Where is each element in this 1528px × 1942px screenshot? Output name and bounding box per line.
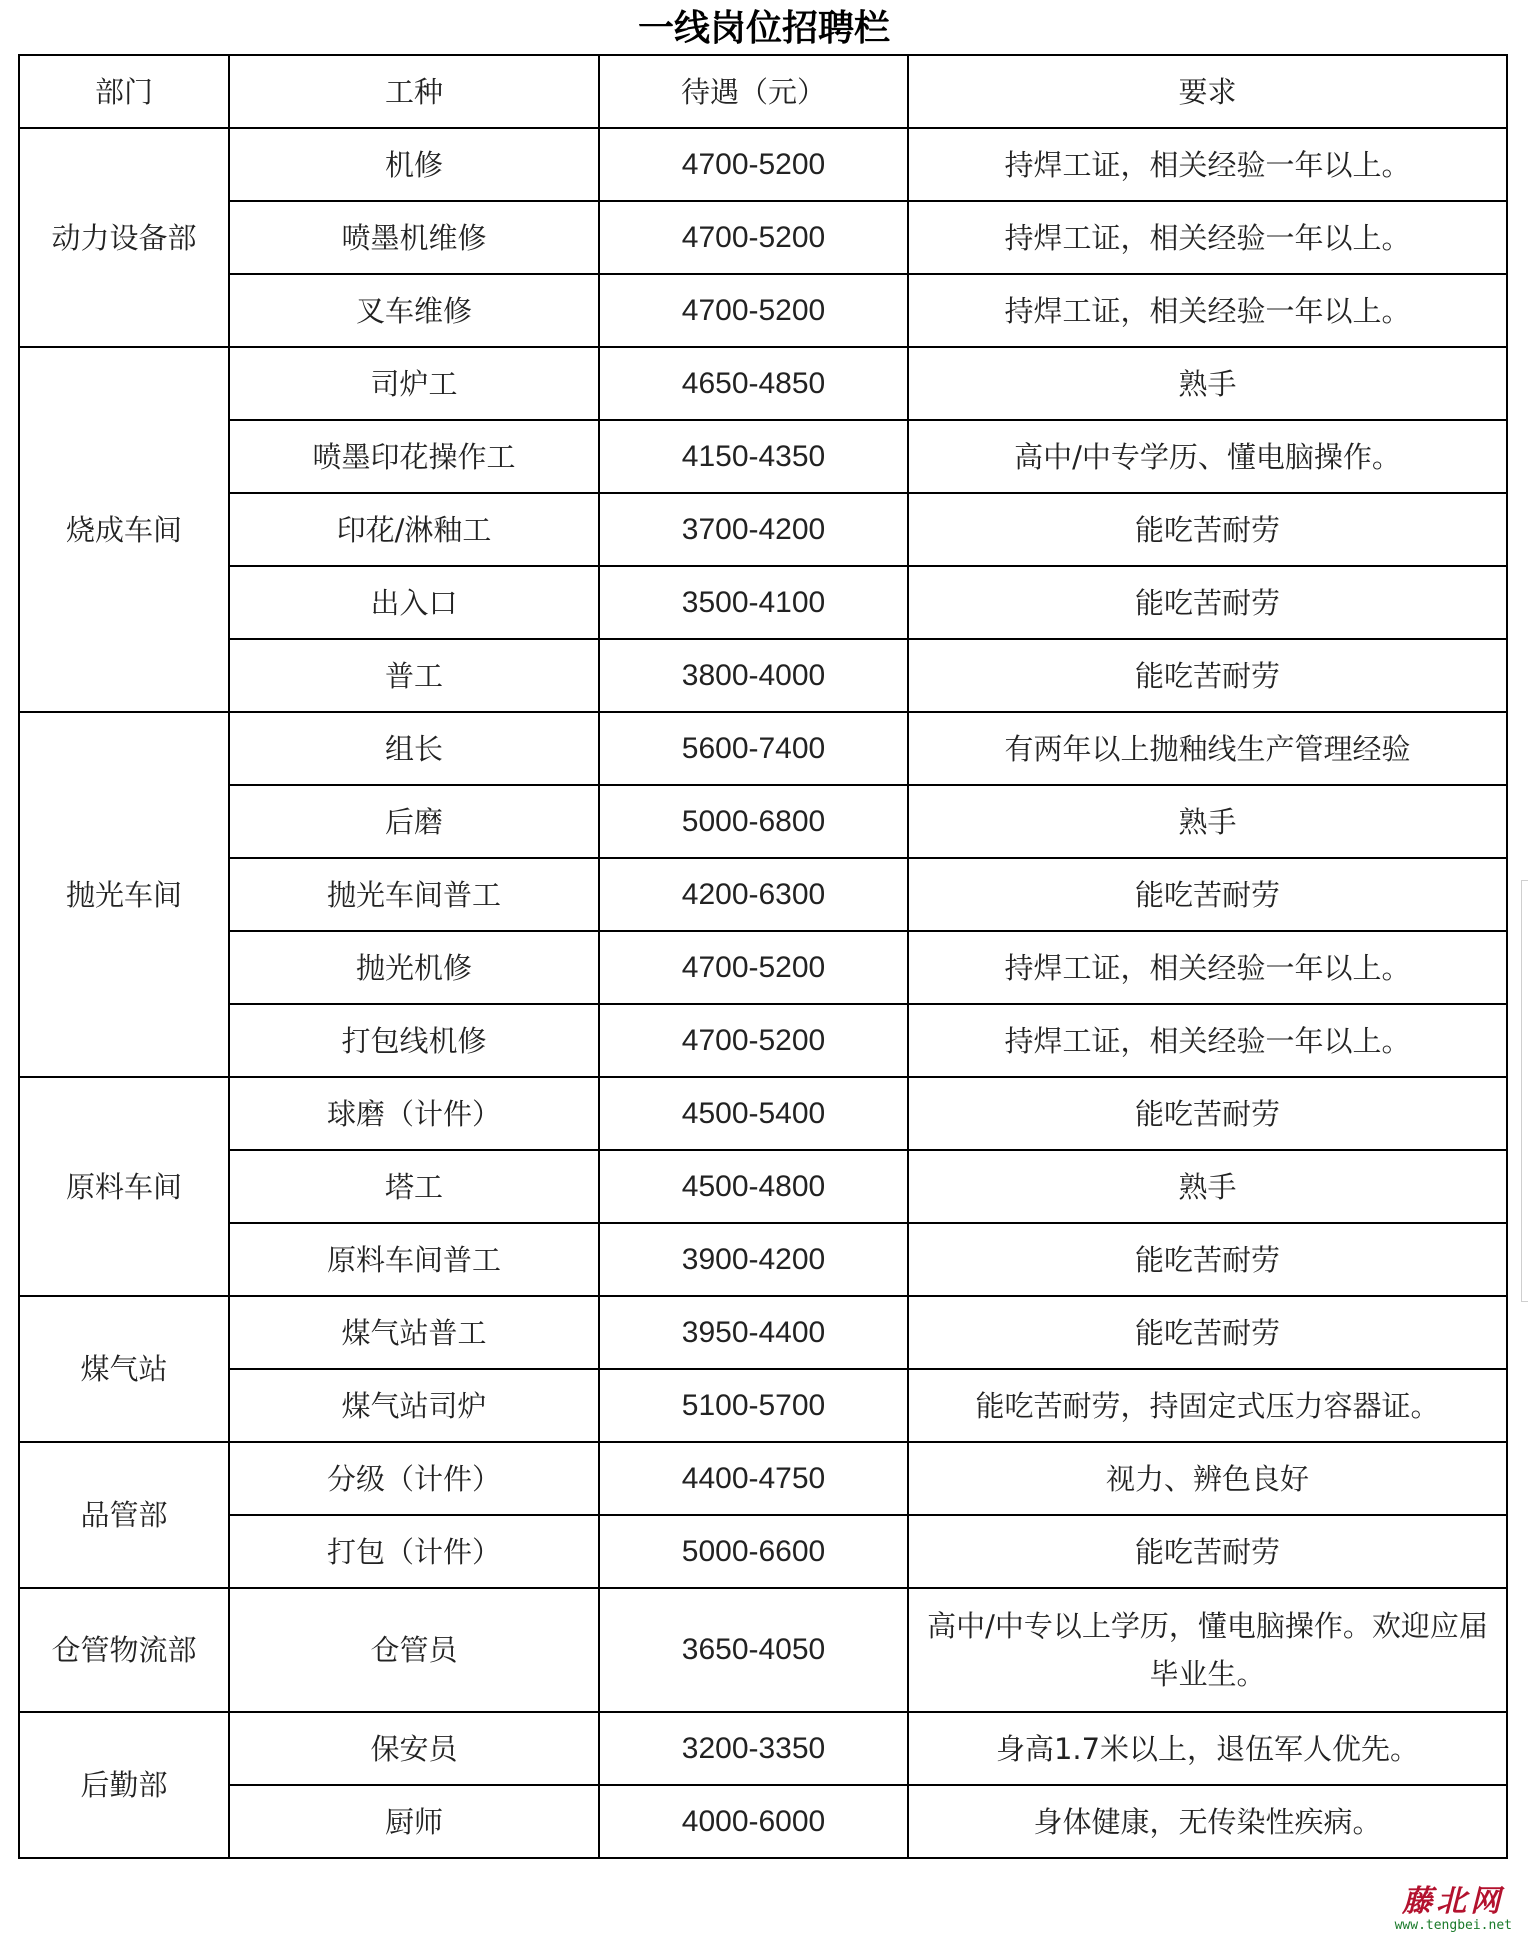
requirement-cell: 能吃苦耐劳: [908, 1515, 1507, 1588]
department-cell: 抛光车间: [19, 712, 229, 1077]
requirement-cell: 身高1.7米以上，退伍军人优先。: [908, 1712, 1507, 1785]
job-cell: 组长: [229, 712, 599, 785]
department-cell: 品管部: [19, 1442, 229, 1588]
job-cell: 打包（计件）: [229, 1515, 599, 1588]
header-job-type: 工种: [229, 55, 599, 128]
header-salary: 待遇（元）: [599, 55, 908, 128]
job-cell: 喷墨机维修: [229, 201, 599, 274]
requirement-cell: 能吃苦耐劳: [908, 639, 1507, 712]
watermark-logo: 藤北网: [1402, 1884, 1505, 1919]
department-cell: 烧成车间: [19, 347, 229, 712]
table-header-row: [19, 55, 1507, 128]
table-row: [19, 566, 1507, 639]
requirement-cell: 高中/中专学历、懂电脑操作。: [908, 420, 1507, 493]
salary-cell: 4000-6000: [599, 1785, 908, 1858]
job-cell: 煤气站司炉: [229, 1369, 599, 1442]
salary-cell: 4700-5200: [599, 931, 908, 1004]
table-row: [19, 639, 1507, 712]
table-row: [19, 1442, 1507, 1515]
requirement-cell: 能吃苦耐劳: [908, 1077, 1507, 1150]
job-cell: 厨师: [229, 1785, 599, 1858]
salary-cell: 4500-4800: [599, 1150, 908, 1223]
table-row: [19, 420, 1507, 493]
table-row: [19, 274, 1507, 347]
requirement-cell: 持焊工证，相关经验一年以上。: [908, 1004, 1507, 1077]
table-row: [19, 493, 1507, 566]
page-title: 一线岗位招聘栏: [637, 8, 890, 49]
requirement-cell: 持焊工证，相关经验一年以上。: [908, 931, 1507, 1004]
job-cell: 塔工: [229, 1150, 599, 1223]
table-row: [19, 1004, 1507, 1077]
table-row: [19, 347, 1507, 420]
requirement-cell: 熟手: [908, 785, 1507, 858]
salary-cell: 4700-5200: [599, 274, 908, 347]
department-cell: 后勤部: [19, 1712, 229, 1858]
salary-cell: 5000-6600: [599, 1515, 908, 1588]
job-cell: 球磨（计件）: [229, 1077, 599, 1150]
table-row: [19, 1150, 1507, 1223]
requirement-cell: 有两年以上抛釉线生产管理经验: [908, 712, 1507, 785]
table-row: [19, 1515, 1507, 1588]
salary-cell: 3900-4200: [599, 1223, 908, 1296]
job-cell: 煤气站普工: [229, 1296, 599, 1369]
salary-cell: 4500-5400: [599, 1077, 908, 1150]
department-cell: 煤气站: [19, 1296, 229, 1442]
scrollbar-edge: [1521, 880, 1528, 1302]
header-department: 部门: [19, 55, 229, 128]
table-row: [19, 712, 1507, 785]
salary-cell: 5100-5700: [599, 1369, 908, 1442]
table-row: [19, 931, 1507, 1004]
job-cell: 打包线机修: [229, 1004, 599, 1077]
salary-cell: 4700-5200: [599, 1004, 908, 1077]
table-row: [19, 1369, 1507, 1442]
salary-cell: 3800-4000: [599, 639, 908, 712]
table-row: [19, 1712, 1507, 1785]
table-row: [19, 128, 1507, 201]
job-cell: 机修: [229, 128, 599, 201]
requirement-cell: 能吃苦耐劳: [908, 493, 1507, 566]
salary-cell: 3500-4100: [599, 566, 908, 639]
job-cell: 抛光车间普工: [229, 858, 599, 931]
requirement-cell: 高中/中专以上学历，懂电脑操作。欢迎应届毕业生。: [908, 1588, 1507, 1712]
job-cell: 叉车维修: [229, 274, 599, 347]
table-body: [19, 128, 1507, 1858]
job-cell: 原料车间普工: [229, 1223, 599, 1296]
table-row: [19, 785, 1507, 858]
job-cell: 保安员: [229, 1712, 599, 1785]
requirement-cell: 熟手: [908, 347, 1507, 420]
requirement-cell: 熟手: [908, 1150, 1507, 1223]
watermark: [1395, 1886, 1512, 1934]
table-row: [19, 201, 1507, 274]
job-cell: 司炉工: [229, 347, 599, 420]
table-row: [19, 1077, 1507, 1150]
job-cell: 喷墨印花操作工: [229, 420, 599, 493]
requirement-cell: 能吃苦耐劳: [908, 858, 1507, 931]
table-row: [19, 858, 1507, 931]
salary-cell: 3950-4400: [599, 1296, 908, 1369]
requirement-cell: 持焊工证，相关经验一年以上。: [908, 201, 1507, 274]
salary-cell: 3700-4200: [599, 493, 908, 566]
requirement-cell: 能吃苦耐劳: [908, 566, 1507, 639]
salary-cell: 3200-3350: [599, 1712, 908, 1785]
job-cell: 普工: [229, 639, 599, 712]
table-row: [19, 1223, 1507, 1296]
requirement-cell: 持焊工证，相关经验一年以上。: [908, 128, 1507, 201]
requirement-cell: 视力、辨色良好: [908, 1442, 1507, 1515]
recruitment-table: [18, 54, 1508, 1859]
salary-cell: 4200-6300: [599, 858, 908, 931]
table-row: [19, 1296, 1507, 1369]
job-cell: 后磨: [229, 785, 599, 858]
salary-cell: 4400-4750: [599, 1442, 908, 1515]
department-cell: 原料车间: [19, 1077, 229, 1296]
requirement-cell: 能吃苦耐劳: [908, 1296, 1507, 1369]
job-cell: 出入口: [229, 566, 599, 639]
watermark-url: www.tengbei.net: [1394, 1918, 1512, 1933]
table-row: [19, 1785, 1507, 1858]
requirement-cell: 能吃苦耐劳: [908, 1223, 1507, 1296]
requirement-cell: 持焊工证，相关经验一年以上。: [908, 274, 1507, 347]
job-cell: 仓管员: [229, 1588, 599, 1712]
header-requirements: 要求: [908, 55, 1507, 128]
salary-cell: 4150-4350: [599, 420, 908, 493]
salary-cell: 4650-4850: [599, 347, 908, 420]
requirement-cell: 身体健康，无传染性疾病。: [908, 1785, 1507, 1858]
department-cell: 仓管物流部: [19, 1588, 229, 1712]
job-cell: 抛光机修: [229, 931, 599, 1004]
salary-cell: 4700-5200: [599, 128, 908, 201]
salary-cell: 5000-6800: [599, 785, 908, 858]
job-cell: 分级（计件）: [229, 1442, 599, 1515]
department-cell: 动力设备部: [19, 128, 229, 347]
table-row: [19, 1588, 1507, 1712]
salary-cell: 4700-5200: [599, 201, 908, 274]
job-cell: 印花/淋釉工: [229, 493, 599, 566]
requirement-cell: 能吃苦耐劳，持固定式压力容器证。: [908, 1369, 1507, 1442]
salary-cell: 5600-7400: [599, 712, 908, 785]
salary-cell: 3650-4050: [599, 1588, 908, 1712]
